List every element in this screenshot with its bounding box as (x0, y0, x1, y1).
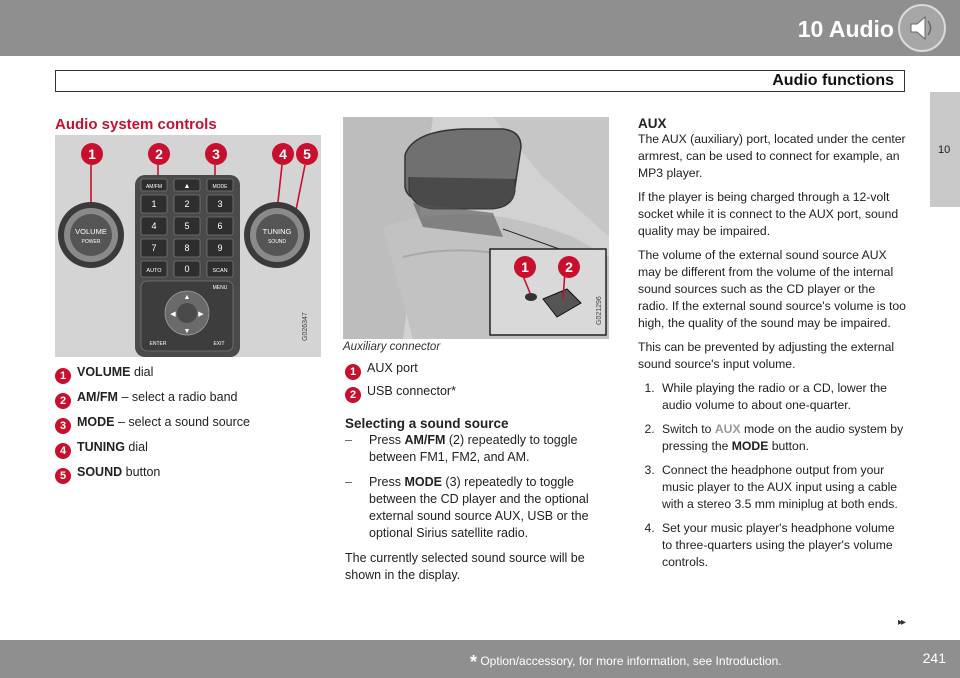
step-text: button. (768, 439, 810, 453)
exit-label: EXIT (213, 341, 225, 347)
next-page-arrows: ▸▸ (898, 617, 905, 628)
key-0: 0 (184, 264, 190, 274)
audio-controls-figure (55, 135, 321, 357)
legend-text: – select a sound source (114, 415, 250, 429)
aux-paragraph-4: This can be prevented by adjusting the external sound source's input volume. (638, 340, 895, 371)
key-4: 4 (151, 221, 157, 231)
chapter-header (0, 0, 960, 56)
key-9: 9 (217, 243, 223, 253)
legend-num: 2 (345, 387, 361, 403)
bullet-mode (345, 474, 607, 542)
legend-bold: AM/FM (77, 390, 118, 404)
section-bar (55, 70, 905, 92)
speaker-icon (898, 4, 946, 52)
aux-step-3: 3. Connect the headphone output from your music player to the AUX input using a cable with a stereo 3.5 mm miniplug at both ends. (658, 462, 908, 513)
power-label: POWER (81, 239, 101, 245)
selecting-paragraph: The currently selected sound source will be shown in the display. (345, 551, 585, 582)
legend-item-5 (55, 464, 160, 484)
legend-item-1 (55, 364, 153, 384)
aux-paragraph-1: The AUX (auxiliary) port, located under the center armrest, can be used to connect for example, an MP3 player. (638, 132, 906, 180)
bullet-text: Press (369, 433, 405, 447)
legend-num: 1 (55, 368, 71, 384)
bullet-text: (2) repeatedly to toggle between FM1, FM2, and AM. (369, 433, 578, 464)
volume-knob-label: VOLUME (75, 227, 107, 236)
key-7: 7 (151, 243, 157, 253)
aux-figure-caption: Auxiliary connector (343, 341, 441, 353)
selecting-body (345, 432, 607, 584)
legend-text: dial (130, 365, 154, 379)
footer-note (470, 652, 782, 673)
callout-3: 3 (205, 143, 227, 165)
callout-2: 2 (148, 143, 170, 165)
bullet-am-fm (345, 432, 607, 466)
svg-text:▲: ▲ (183, 294, 191, 301)
am-fm-key-label: AM/FM (145, 184, 163, 190)
key-5: 5 (184, 221, 190, 231)
aux-callout-1: 1 (514, 256, 536, 278)
chapter-side-tab (930, 92, 960, 207)
aux-step-1: 1. While playing the radio or a CD, lower the audio volume to about one-quarter. (658, 380, 908, 414)
legend-text: dial (124, 440, 148, 454)
tuning-knob-label: TUNING (262, 227, 292, 236)
legend-num: 5 (55, 468, 71, 484)
legend-num: 1 (345, 364, 361, 380)
auto-key-label: AUTO (146, 268, 162, 274)
legend-num: 3 (55, 418, 71, 434)
aux-callout-2: 2 (558, 256, 580, 278)
armrest-illustration (343, 117, 609, 339)
aux-connector-figure (343, 117, 609, 339)
aux-paragraph-2: If the player is being charged through a 12-volt socket while it is connect to the AUX port, sound quality may be impaired. (638, 190, 899, 238)
key-8: 8 (184, 243, 190, 253)
bullet-text: Press (369, 475, 405, 489)
svg-text:◀: ◀ (170, 311, 176, 318)
aux-paragraph-3: The volume of the external sound source AUX may be different from the volume of the internal sound sources such as the CD player or the radio. If the external sound source's volume is too high, the quality of the sound may be impaired. (638, 248, 906, 330)
audio-panel-illustration (55, 135, 321, 357)
legend-bold: VOLUME (77, 365, 131, 379)
sound-label: SOUND (267, 239, 287, 245)
legend-num: 2 (55, 393, 71, 409)
legend-num: 4 (55, 443, 71, 459)
callout-5: 5 (296, 143, 318, 165)
step-text: Switch to (662, 422, 715, 436)
aux-legend-item-2 (345, 383, 456, 403)
legend-item-2 (55, 389, 238, 409)
svg-text:▲: ▲ (183, 183, 191, 190)
legend-item-4 (55, 439, 148, 459)
footer-star: * (470, 652, 478, 672)
selecting-heading: Selecting a sound source (345, 416, 509, 431)
chapter-title: 10 Audio (797, 16, 894, 42)
aux-figure-id: G021296 (596, 296, 603, 325)
mode-key-label: MODE (212, 184, 228, 190)
legend-text: – select a radio band (117, 390, 238, 404)
page-footer (0, 640, 960, 678)
step-bold: MODE (731, 439, 769, 453)
aux-legend-item-1 (345, 360, 418, 380)
legend-text: USB connector* (367, 384, 456, 398)
page-number: 241 (922, 650, 946, 666)
key-3: 3 (217, 199, 223, 209)
legend-bold: TUNING (77, 440, 125, 454)
aux-heading: AUX (638, 116, 667, 131)
legend-text: AUX port (367, 361, 418, 375)
key-6: 6 (217, 221, 223, 231)
svg-text:▶: ▶ (198, 311, 204, 318)
section-title: Audio functions (772, 72, 894, 89)
menu-label: MENU (212, 285, 228, 291)
aux-section (638, 116, 908, 578)
bullet-bold: MODE (404, 475, 442, 489)
controls-title: Audio system controls (55, 116, 217, 133)
footer-note-text: Option/accessory, for more information, see Introduction. (477, 654, 782, 668)
scan-key-label: SCAN (212, 268, 228, 274)
key-1: 1 (151, 199, 157, 209)
aux-step-2 (658, 421, 908, 455)
bullet-text: (3) repeatedly to toggle between the CD player and the optional external sound source AUX, USB or the optional Sirius satellite radio. (369, 475, 589, 540)
legend-bold: SOUND (77, 465, 123, 479)
step-text: mode on the audio system by pressing the (662, 422, 904, 453)
callout-4: 4 (272, 143, 294, 165)
legend-bold: MODE (77, 415, 115, 429)
step-aux-word: AUX (714, 422, 741, 436)
callout-1: 1 (81, 143, 103, 165)
key-2: 2 (184, 199, 190, 209)
aux-steps (638, 380, 908, 571)
legend-text: button (122, 465, 161, 479)
enter-label: ENTER (149, 341, 167, 347)
controls-figure-id: G026347 (302, 312, 309, 341)
aux-step-4: 4. Set your music player's headphone volume to three-quarters using the player's volume controls. (658, 520, 908, 571)
svg-text:▼: ▼ (183, 328, 191, 335)
legend-item-3 (55, 414, 250, 434)
side-tab-number: 10 (938, 144, 951, 156)
bullet-bold: AM/FM (404, 433, 446, 447)
